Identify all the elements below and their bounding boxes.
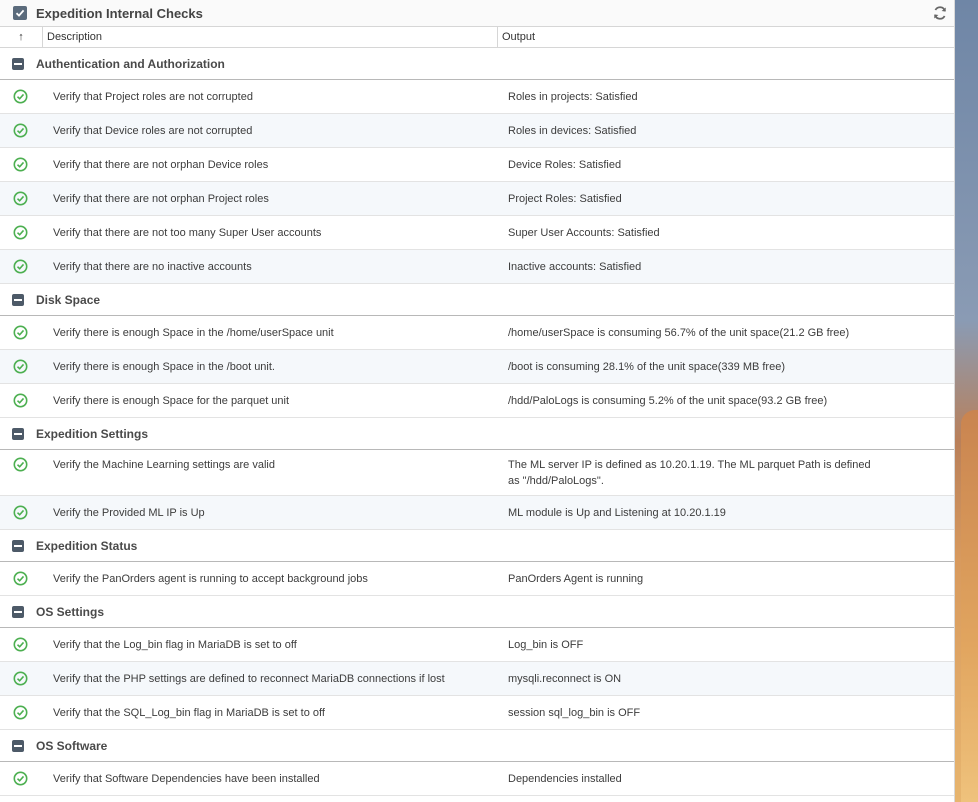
check-output: PanOrders Agent is running	[508, 572, 644, 585]
panel-header	[0, 0, 954, 27]
check-circle-icon	[13, 671, 28, 686]
check-circle-icon	[13, 123, 28, 138]
check-description: Verify that the PHP settings are defined to reconnect MariaDB connections if lost	[53, 672, 445, 685]
table-row[interactable]	[0, 216, 954, 250]
group-header[interactable]	[0, 418, 954, 450]
refresh-icon[interactable]	[932, 5, 948, 21]
check-description: Verify there is enough Space in the /home/userSpace unit	[53, 326, 334, 339]
group-header[interactable]	[0, 530, 954, 562]
check-circle-icon	[13, 705, 28, 720]
check-output: ML module is Up and Listening at 10.20.1.19	[508, 506, 726, 519]
check-circle-icon	[13, 225, 28, 240]
table-row[interactable]	[0, 148, 954, 182]
table-row[interactable]	[0, 80, 954, 114]
check-circle-icon	[13, 157, 28, 172]
check-description: Verify that the SQL_Log_bin flag in MariaDB is set to off	[53, 706, 325, 719]
check-circle-icon	[13, 505, 28, 520]
collapse-icon[interactable]	[12, 540, 24, 552]
check-output: /home/userSpace is consuming 56.7% of the unit space(21.2 GB free)	[508, 326, 850, 339]
desktop-background	[955, 0, 978, 802]
table-row[interactable]	[0, 316, 954, 350]
check-description: Verify that Software Dependencies have been installed	[53, 772, 320, 785]
table-row[interactable]	[0, 182, 954, 216]
check-output: The ML server IP is defined as 10.20.1.19. The ML parquet Path is defined as "/hdd/PaloLogs".	[508, 459, 871, 487]
group-name: Authentication and Authorization	[36, 56, 225, 71]
table-row[interactable]	[0, 662, 954, 696]
check-description: Verify that there are not orphan Project roles	[53, 192, 269, 205]
collapse-icon[interactable]	[12, 428, 24, 440]
group-name: Expedition Status	[36, 538, 138, 553]
group-header[interactable]	[0, 596, 954, 628]
check-output: Log_bin is OFF	[508, 638, 584, 651]
check-output: Roles in projects: Satisfied	[508, 90, 638, 103]
check-output: Project Roles: Satisfied	[508, 192, 622, 205]
table-row[interactable]	[0, 562, 954, 596]
check-description: Verify there is enough Space in the /boot unit.	[53, 360, 275, 373]
check-circle-icon	[13, 259, 28, 274]
check-circle-icon	[13, 325, 28, 340]
table-row[interactable]	[0, 450, 954, 496]
check-output: Device Roles: Satisfied	[508, 158, 622, 171]
group-header[interactable]	[0, 284, 954, 316]
table-row[interactable]	[0, 250, 954, 284]
table-row[interactable]	[0, 628, 954, 662]
group-header[interactable]	[0, 48, 954, 80]
check-output: /boot is consuming 28.1% of the unit space(339 MB free)	[508, 360, 785, 373]
check-circle-icon	[13, 771, 28, 786]
check-description: Verify that there are not orphan Device roles	[53, 158, 269, 171]
table-row[interactable]	[0, 496, 954, 530]
table-row[interactable]	[0, 350, 954, 384]
group-name: Disk Space	[36, 292, 101, 307]
collapse-icon[interactable]	[12, 606, 24, 618]
sort-column-header[interactable]: ↑	[0, 27, 43, 47]
collapse-icon[interactable]	[12, 58, 24, 70]
group-name: OS Settings	[36, 604, 105, 619]
check-circle-icon	[13, 393, 28, 408]
check-description: Verify there is enough Space for the parquet unit	[53, 394, 290, 407]
collapse-icon[interactable]	[12, 294, 24, 306]
check-icon	[15, 8, 25, 18]
column-header	[0, 27, 954, 48]
desktop-ridge	[961, 410, 978, 802]
check-circle-icon	[13, 191, 28, 206]
check-output: Dependencies installed	[508, 772, 622, 785]
check-circle-icon	[13, 89, 28, 104]
description-column-header[interactable]: Description	[43, 27, 498, 47]
check-description: Verify the Machine Learning settings are valid	[53, 459, 275, 471]
check-output: Inactive accounts: Satisfied	[508, 260, 642, 273]
check-output: Super User Accounts: Satisfied	[508, 226, 660, 239]
check-output: /hdd/PaloLogs is consuming 5.2% of the unit space(93.2 GB free)	[508, 394, 828, 407]
check-circle-icon	[13, 571, 28, 586]
panel-title: Expedition Internal Checks	[36, 5, 203, 21]
check-description: Verify the Provided ML IP is Up	[53, 506, 205, 519]
group-name: OS Software	[36, 738, 108, 753]
check-output: session sql_log_bin is OFF	[508, 706, 641, 719]
check-description: Verify the PanOrders agent is running to accept background jobs	[53, 572, 368, 585]
panel-checkbox[interactable]	[13, 6, 27, 20]
check-output: mysqli.reconnect is ON	[508, 672, 622, 685]
table-row[interactable]	[0, 696, 954, 730]
check-circle-icon	[13, 359, 28, 374]
collapse-icon[interactable]	[12, 740, 24, 752]
check-description: Verify that the Log_bin flag in MariaDB is set to off	[53, 638, 297, 651]
table-row[interactable]	[0, 114, 954, 148]
table-row[interactable]	[0, 762, 954, 796]
check-description: Verify that Project roles are not corrupted	[53, 90, 253, 103]
checks-list	[0, 48, 954, 796]
check-description: Verify that there are no inactive accounts	[53, 260, 252, 273]
check-description: Verify that Device roles are not corrupted	[53, 124, 253, 137]
group-header[interactable]	[0, 730, 954, 762]
group-name: Expedition Settings	[36, 426, 149, 441]
check-output: Roles in devices: Satisfied	[508, 124, 637, 137]
check-circle-icon	[13, 457, 28, 472]
output-column-header[interactable]: Output	[502, 31, 536, 43]
check-circle-icon	[13, 637, 28, 652]
table-row[interactable]	[0, 384, 954, 418]
check-description: Verify that there are not too many Super User accounts	[53, 226, 322, 239]
